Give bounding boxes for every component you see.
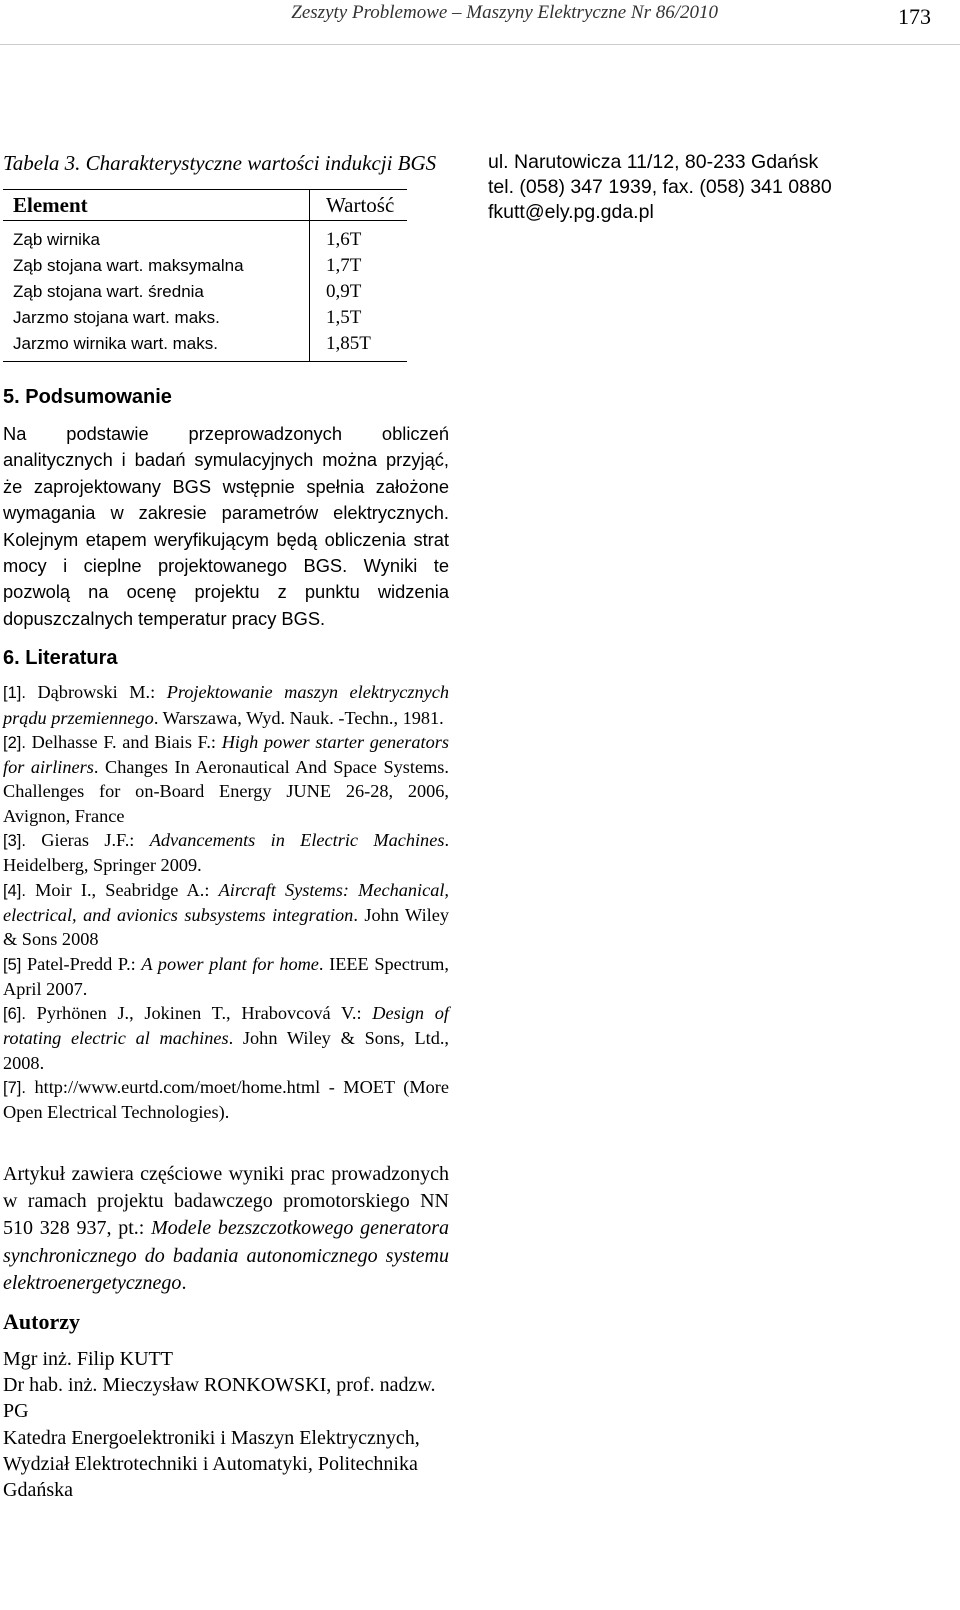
reference-item: [3]. Gieras J.F.: Advancements in Electric Machines. Heidelberg, Springer 2009. xyxy=(3,830,450,876)
reference-item: [4]. Moir I., Seabridge A.: Aircraft Systems: Mechanical, electrical, and avionics subsystems integration. John Wiley & Sons 2008 xyxy=(3,879,449,950)
page-number: 173 xyxy=(898,4,931,29)
summary-text: Na podstawie przeprowadzonych obliczeń analitycznych i badań symulacyjnych można przyjąć, że zaprojektowany BGS wstępnie spełnia założone wymagania w zakresie parametrów elektrycznych. Kolejnym etapem weryfikującym będą obliczenia strat mocy i cieplne projektowanego BGS. Wyniki te pozwolą na ocenę projektu z punktu widzenia dopuszczalnych temperatur pracy BGS. xyxy=(3,423,449,629)
table-cell-element: Ząb stojana wart. maksymalna xyxy=(3,253,310,279)
table-row xyxy=(3,279,407,305)
author-affiliation: Katedra Energoelektroniki i Maszyn Elektrycznych, Wydział Elektrotechniki i Automatyki, Politechnika Gdańska xyxy=(3,1426,420,1502)
reference-item: [7]. http://www.eurtd.com/moet/home.html - MOET (More Open Electrical Technologies). xyxy=(3,1077,449,1123)
address-street: ul. Narutowicza 11/12, 80-233 Gdańsk xyxy=(488,151,819,173)
table-cell-element: Jarzmo wirnika wart. maks. xyxy=(3,331,310,361)
table-cell-element: Jarzmo stojana wart. maks. xyxy=(3,305,310,331)
table-cell-value: 1,6T xyxy=(326,229,362,250)
table-cell-value: 1,85T xyxy=(326,333,371,354)
table-header-row xyxy=(3,190,407,221)
address-phone: tel. (058) 347 1939, fax. (058) 341 0880 xyxy=(488,176,832,198)
header-rule xyxy=(0,44,960,45)
left-column xyxy=(3,150,449,1503)
table-cell-element: Ząb wirnika xyxy=(3,221,310,254)
table-cell-value: 1,5T xyxy=(326,307,362,328)
induction-table xyxy=(3,189,407,362)
reference-item: [5] Patel-Predd P.: A power plant for home. IEEE Spectrum, April 2007. xyxy=(3,953,449,999)
page-header xyxy=(0,0,960,40)
summary-heading: 5. Podsumowanie xyxy=(3,386,172,408)
table-header-element: Element xyxy=(3,190,310,221)
address-email: fkutt@ely.pg.gda.pl xyxy=(488,201,654,223)
literature-heading: 6. Literatura xyxy=(3,647,118,670)
table-caption: Tabela 3. Charakterystyczne wartości indukcji BGS xyxy=(3,151,437,175)
reference-item: [2]. Delhasse F. and Biais F.: High power starter generators for airliners. Changes In Aeronautical And Space Systems. Challenges for on-Board Energy JUNE 26-28, 2006, Avignon, France xyxy=(3,731,449,826)
journal-title: Zeszyty Problemowe – Maszyny Elektryczne Nr 86/2010 xyxy=(291,2,718,23)
table-row xyxy=(3,221,407,254)
address-block xyxy=(488,150,928,225)
table-cell-value: 0,9T xyxy=(326,281,362,302)
authors-list xyxy=(3,1346,449,1504)
table-header-value: Wartość xyxy=(310,190,408,221)
table-row xyxy=(3,253,407,279)
table-cell-value: 1,7T xyxy=(326,255,362,276)
reference-item: [1]. Dąbrowski M.: Projektowanie maszyn elektrycznych prądu przemiennego. Warszawa, Wyd. Nauk. -Techn., 1981. xyxy=(3,682,449,728)
reference-item: [6]. Pyrhönen J., Jokinen T., Hrabovcová V.: Design of rotating electric al machines. John Wiley & Sons, Ltd., 2008. xyxy=(3,1003,449,1073)
table-row xyxy=(3,331,407,361)
acknowledgement: Artykuł zawiera częściowe wyniki prac prowadzonych w ramach projektu badawczego promotorskiego NN 510 328 937, pt.: Modele bezszczotkowego generatora synchronicznego do badania autonomicznego systemu elektroenergetycznego. xyxy=(3,1162,449,1295)
table-cell-element: Ząb stojana wart. średnia xyxy=(3,279,310,305)
table-row xyxy=(3,305,407,331)
author-line: Mgr inż. Filip KUTT xyxy=(3,1347,173,1370)
reference-list xyxy=(3,680,449,1124)
right-column xyxy=(488,150,928,225)
author-line: Dr hab. inż. Mieczysław RONKOWSKI, prof. nadzw. PG xyxy=(3,1373,436,1423)
authors-heading: Autorzy xyxy=(3,1308,80,1334)
